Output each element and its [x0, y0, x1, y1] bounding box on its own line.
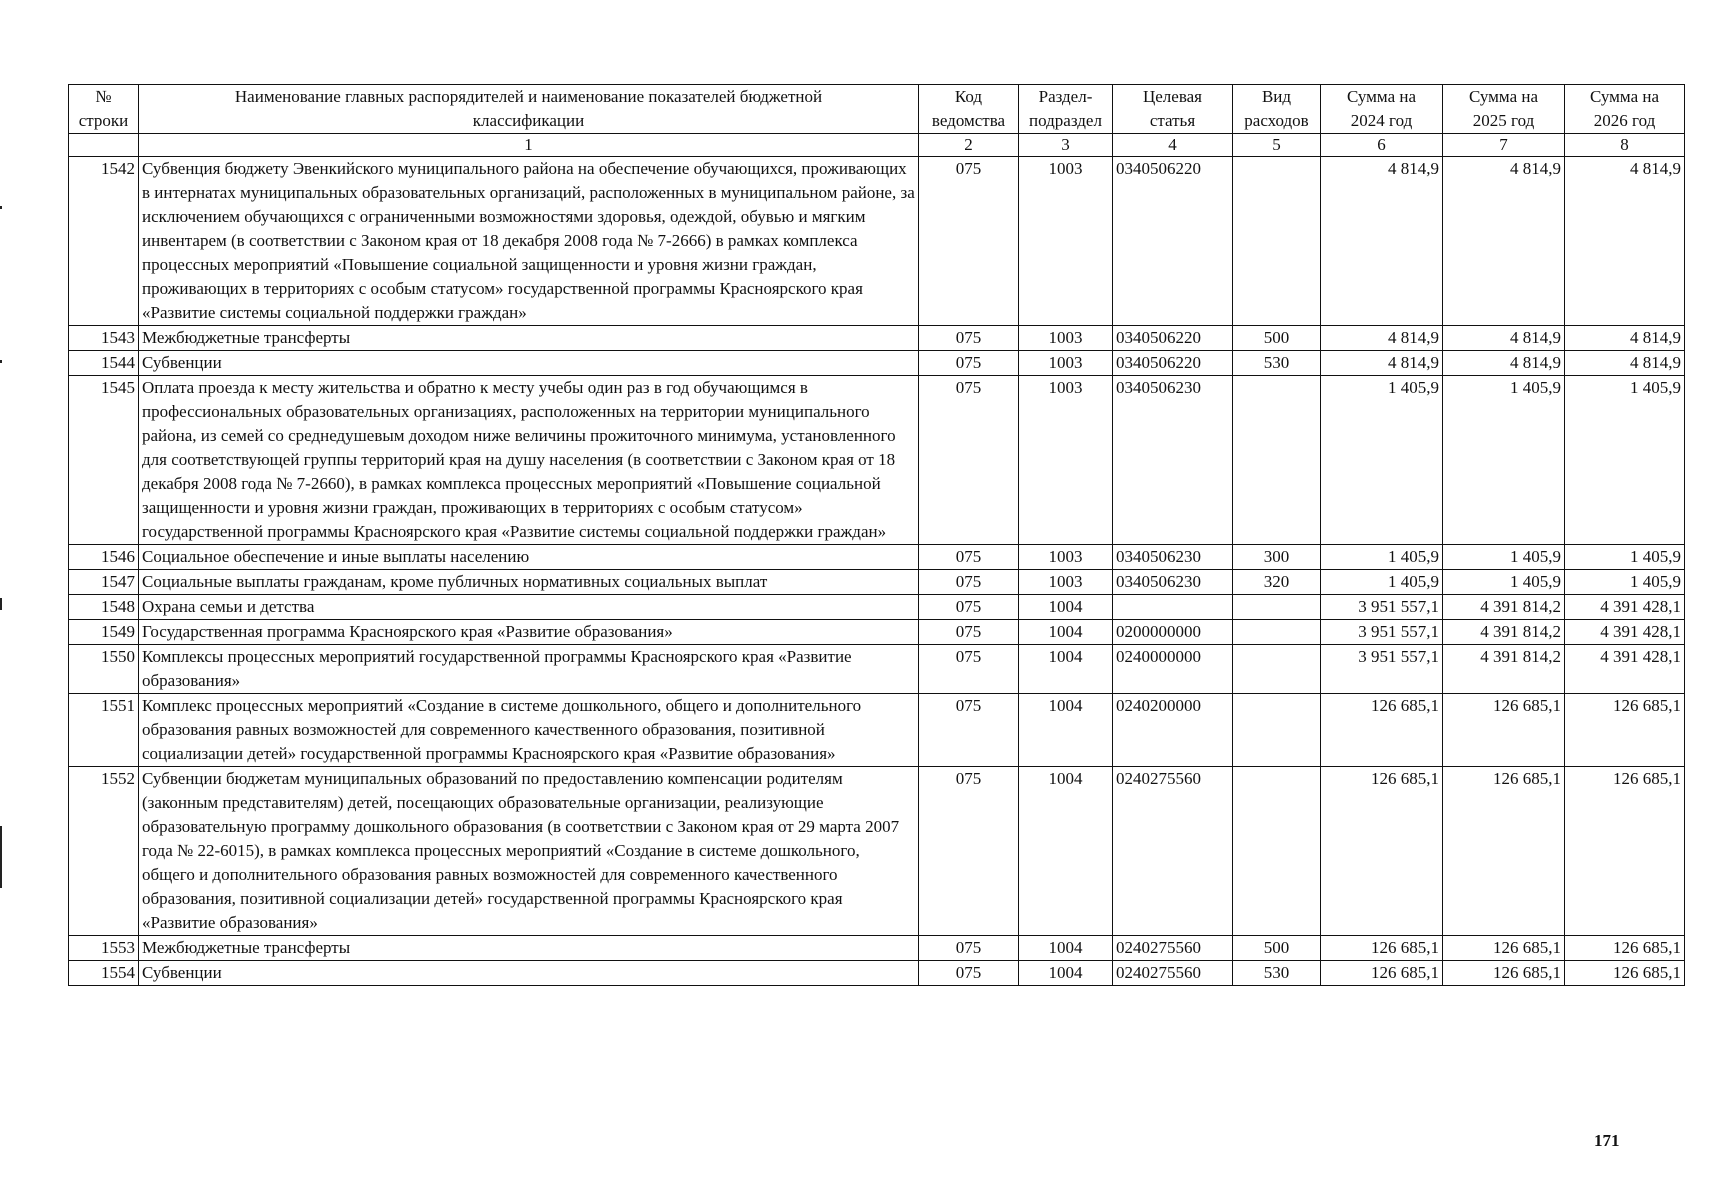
row-code: 075 — [919, 157, 1019, 326]
row-razdel: 1003 — [1019, 376, 1113, 545]
row-sum-2024: 4 814,9 — [1321, 326, 1443, 351]
header-sum-2024: Сумма на 2024 год — [1321, 85, 1443, 134]
row-code: 075 — [919, 645, 1019, 694]
column-number: 6 — [1321, 134, 1443, 157]
row-razdel: 1004 — [1019, 936, 1113, 961]
row-vid: 530 — [1233, 961, 1321, 986]
header-name: Наименование главных распорядителей и наименование показателей бюджетной классификации — [139, 85, 919, 134]
row-razdel: 1003 — [1019, 351, 1113, 376]
table-body — [69, 157, 1685, 986]
table-row — [69, 351, 1685, 376]
row-number: 1544 — [69, 351, 139, 376]
column-number — [69, 134, 139, 157]
row-razdel: 1004 — [1019, 595, 1113, 620]
row-sum-2025: 4 391 814,2 — [1443, 595, 1565, 620]
row-sum-2024: 1 405,9 — [1321, 376, 1443, 545]
table-row — [69, 961, 1685, 986]
row-number: 1545 — [69, 376, 139, 545]
header-sum-2026: Сумма на 2026 год — [1565, 85, 1685, 134]
row-sum-2024: 3 951 557,1 — [1321, 620, 1443, 645]
row-sum-2025: 4 391 814,2 — [1443, 620, 1565, 645]
row-sum-2024: 126 685,1 — [1321, 961, 1443, 986]
row-celevaya: 0340506230 — [1113, 545, 1233, 570]
header-code: Код ведомства — [919, 85, 1019, 134]
row-name: Охрана семьи и детства — [139, 595, 919, 620]
row-name: Субвенции — [139, 351, 919, 376]
row-sum-2026: 1 405,9 — [1565, 570, 1685, 595]
row-razdel: 1003 — [1019, 157, 1113, 326]
row-sum-2025: 1 405,9 — [1443, 376, 1565, 545]
row-sum-2025: 126 685,1 — [1443, 936, 1565, 961]
table-row — [69, 326, 1685, 351]
row-sum-2024: 1 405,9 — [1321, 570, 1443, 595]
row-number: 1548 — [69, 595, 139, 620]
row-celevaya: 0200000000 — [1113, 620, 1233, 645]
margin-mark — [0, 206, 2, 209]
row-vid — [1233, 694, 1321, 767]
row-number: 1543 — [69, 326, 139, 351]
row-number: 1542 — [69, 157, 139, 326]
column-number: 1 — [139, 134, 919, 157]
row-sum-2025: 126 685,1 — [1443, 767, 1565, 936]
row-name: Субвенции бюджетам муниципальных образований по предоставлению компенсации родителям (законным представителям) детей, посещающих образовательные организации, реализующие образовательную программу дошкольного образования (в соответствии с Законом края от 29 марта 2007 года № 22-6015), в рамках комплекса процессных мероприятий «Создание в системе дошкольного, общего и дополнительного образования равных возможностей для современного качественного образования, позитивной социализации детей» государственной программы Красноярского края «Развитие образования» — [139, 767, 919, 936]
row-sum-2026: 4 814,9 — [1565, 351, 1685, 376]
header-razdel: Раздел- подраздел — [1019, 85, 1113, 134]
row-sum-2024: 4 814,9 — [1321, 157, 1443, 326]
margin-mark — [0, 826, 2, 888]
margin-mark — [0, 360, 2, 363]
row-vid — [1233, 767, 1321, 936]
row-celevaya: 0340506230 — [1113, 570, 1233, 595]
row-sum-2024: 126 685,1 — [1321, 936, 1443, 961]
budget-table — [68, 84, 1685, 986]
row-sum-2024: 3 951 557,1 — [1321, 595, 1443, 620]
row-sum-2024: 3 951 557,1 — [1321, 645, 1443, 694]
row-number: 1553 — [69, 936, 139, 961]
row-name: Государственная программа Красноярского края «Развитие образования» — [139, 620, 919, 645]
table-row — [69, 376, 1685, 545]
row-sum-2024: 1 405,9 — [1321, 545, 1443, 570]
row-code: 075 — [919, 961, 1019, 986]
page-number: 171 — [1594, 1131, 1620, 1150]
table-row — [69, 157, 1685, 326]
row-sum-2026: 4 391 428,1 — [1565, 620, 1685, 645]
row-number: 1546 — [69, 545, 139, 570]
header-vid: Вид расходов — [1233, 85, 1321, 134]
row-vid — [1233, 620, 1321, 645]
row-celevaya: 0340506230 — [1113, 376, 1233, 545]
row-name: Комплексы процессных мероприятий государственной программы Красноярского края «Развитие образования» — [139, 645, 919, 694]
row-name: Социальные выплаты гражданам, кроме публичных нормативных социальных выплат — [139, 570, 919, 595]
row-sum-2025: 4 391 814,2 — [1443, 645, 1565, 694]
row-code: 075 — [919, 376, 1019, 545]
column-number: 4 — [1113, 134, 1233, 157]
row-number: 1547 — [69, 570, 139, 595]
row-sum-2025: 4 814,9 — [1443, 157, 1565, 326]
row-celevaya: 0340506220 — [1113, 157, 1233, 326]
row-sum-2024: 126 685,1 — [1321, 767, 1443, 936]
row-celevaya: 0240275560 — [1113, 961, 1233, 986]
row-sum-2025: 1 405,9 — [1443, 570, 1565, 595]
row-sum-2024: 4 814,9 — [1321, 351, 1443, 376]
row-sum-2026: 1 405,9 — [1565, 376, 1685, 545]
table-row — [69, 936, 1685, 961]
row-name: Комплекс процессных мероприятий «Создание в системе дошкольного, общего и дополнительного образования равных возможностей для современного качественного образования, позитивной социализации детей» государственной программы Красноярского края «Развитие образования» — [139, 694, 919, 767]
column-number: 8 — [1565, 134, 1685, 157]
row-vid — [1233, 157, 1321, 326]
row-vid: 300 — [1233, 545, 1321, 570]
table-row — [69, 570, 1685, 595]
row-vid — [1233, 595, 1321, 620]
column-number: 2 — [919, 134, 1019, 157]
row-sum-2026: 126 685,1 — [1565, 936, 1685, 961]
row-sum-2026: 1 405,9 — [1565, 545, 1685, 570]
row-vid: 530 — [1233, 351, 1321, 376]
row-name: Межбюджетные трансферты — [139, 326, 919, 351]
row-sum-2025: 126 685,1 — [1443, 694, 1565, 767]
table-row — [69, 545, 1685, 570]
row-vid — [1233, 645, 1321, 694]
row-sum-2025: 4 814,9 — [1443, 351, 1565, 376]
row-number: 1551 — [69, 694, 139, 767]
row-celevaya: 0340506220 — [1113, 351, 1233, 376]
table-row — [69, 694, 1685, 767]
row-razdel: 1003 — [1019, 545, 1113, 570]
row-vid — [1233, 376, 1321, 545]
row-number: 1552 — [69, 767, 139, 936]
row-celevaya: 0240275560 — [1113, 936, 1233, 961]
header-celevaya: Целевая статья — [1113, 85, 1233, 134]
row-number: 1550 — [69, 645, 139, 694]
header-row-no: № строки — [69, 85, 139, 134]
row-vid: 320 — [1233, 570, 1321, 595]
row-celevaya: 0240275560 — [1113, 767, 1233, 936]
row-celevaya: 0240200000 — [1113, 694, 1233, 767]
row-sum-2026: 4 814,9 — [1565, 326, 1685, 351]
row-code: 075 — [919, 326, 1019, 351]
row-sum-2026: 126 685,1 — [1565, 961, 1685, 986]
row-code: 075 — [919, 620, 1019, 645]
row-code: 075 — [919, 595, 1019, 620]
row-vid: 500 — [1233, 936, 1321, 961]
row-celevaya: 0340506220 — [1113, 326, 1233, 351]
row-code: 075 — [919, 570, 1019, 595]
row-code: 075 — [919, 767, 1019, 936]
header-sum-2025: Сумма на 2025 год — [1443, 85, 1565, 134]
column-number: 3 — [1019, 134, 1113, 157]
row-celevaya — [1113, 595, 1233, 620]
row-sum-2024: 126 685,1 — [1321, 694, 1443, 767]
row-vid: 500 — [1233, 326, 1321, 351]
row-celevaya: 0240000000 — [1113, 645, 1233, 694]
row-name: Субвенции — [139, 961, 919, 986]
column-number: 5 — [1233, 134, 1321, 157]
row-razdel: 1004 — [1019, 961, 1113, 986]
row-razdel: 1003 — [1019, 326, 1113, 351]
row-razdel: 1004 — [1019, 694, 1113, 767]
row-sum-2025: 1 405,9 — [1443, 545, 1565, 570]
column-number: 7 — [1443, 134, 1565, 157]
row-code: 075 — [919, 351, 1019, 376]
row-code: 075 — [919, 694, 1019, 767]
row-number: 1554 — [69, 961, 139, 986]
row-code: 075 — [919, 936, 1019, 961]
table-row — [69, 767, 1685, 936]
row-razdel: 1004 — [1019, 645, 1113, 694]
row-code: 075 — [919, 545, 1019, 570]
row-sum-2026: 4 391 428,1 — [1565, 595, 1685, 620]
row-sum-2025: 126 685,1 — [1443, 961, 1565, 986]
row-razdel: 1004 — [1019, 767, 1113, 936]
row-sum-2025: 4 814,9 — [1443, 326, 1565, 351]
row-razdel: 1004 — [1019, 620, 1113, 645]
table-header — [69, 85, 1685, 157]
row-sum-2026: 4 391 428,1 — [1565, 645, 1685, 694]
table-row — [69, 595, 1685, 620]
row-name: Оплата проезда к месту жительства и обратно к месту учебы один раз в год обучающимся в профессиональных образовательных организациях, расположенных на территории муниципального района, из семей со среднедушевым доходом ниже величины прожиточного минимума, установленного для соответствующей группы территорий края на душу населения (в соответствии с Законом края от 18 декабря 2008 года № 7-2660), в рамках комплекса процессных мероприятий «Повышение социальной защищенности и уровня жизни граждан, проживающих в территориях с особым статусом» государственной программы Красноярского края «Развитие системы социальной поддержки граждан» — [139, 376, 919, 545]
margin-mark — [0, 598, 2, 610]
row-sum-2026: 126 685,1 — [1565, 694, 1685, 767]
row-sum-2026: 4 814,9 — [1565, 157, 1685, 326]
row-name: Межбюджетные трансферты — [139, 936, 919, 961]
row-number: 1549 — [69, 620, 139, 645]
row-name: Субвенция бюджету Эвенкийского муниципального района на обеспечение обучающихся, проживающих в интернатах муниципальных образовательных организаций, расположенных в муниципальном районе, за исключением обучающихся с ограниченными возможностями здоровья, одеждой, обувью и мягким инвентарем (в соответствии с Законом края от 18 декабря 2008 года № 7-2666) в рамках комплекса процессных мероприятий «Повышение социальной защищенности и уровня жизни граждан, проживающих в территориях с особым статусом» государственной программы Красноярского края «Развитие системы социальной поддержки граждан» — [139, 157, 919, 326]
row-name: Социальное обеспечение и иные выплаты населению — [139, 545, 919, 570]
row-razdel: 1003 — [1019, 570, 1113, 595]
table-row — [69, 620, 1685, 645]
table-row — [69, 645, 1685, 694]
row-sum-2026: 126 685,1 — [1565, 767, 1685, 936]
